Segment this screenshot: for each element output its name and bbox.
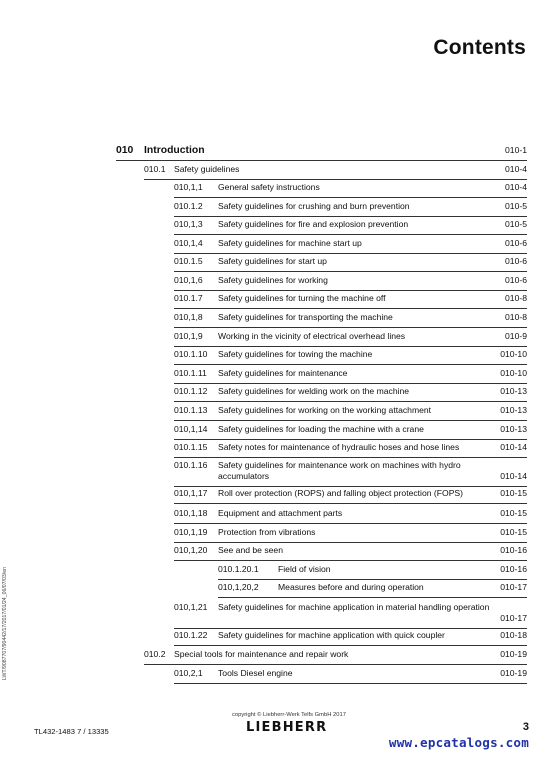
toc-entry-number: 010,1,4 <box>174 238 203 248</box>
toc-entry-number: 010,1,18 <box>174 508 208 518</box>
toc-entry-title: Safety guidelines for crushing and burn prevention <box>218 201 410 211</box>
toc-entry <box>0 145 554 156</box>
toc-entry-number: 010,1,19 <box>174 527 208 537</box>
toc-entry-page: 010-18 <box>500 630 527 640</box>
toc-entry-title: Tools Diesel engine <box>218 668 293 678</box>
toc-entry-page: 010-15 <box>500 488 527 498</box>
toc-entry-rule <box>174 401 527 402</box>
toc-entry <box>0 349 554 360</box>
toc-entry-number: 010.1.11 <box>174 368 207 378</box>
toc-entry-rule <box>174 486 527 487</box>
toc-entry-page: 010-14 <box>500 471 527 481</box>
toc-entry <box>0 630 554 641</box>
toc-entry-rule <box>174 383 527 384</box>
toc-entry <box>0 201 554 212</box>
toc-entry-page: 010-9 <box>505 331 527 341</box>
toc-entry-number: 010.1.7 <box>174 293 203 303</box>
toc-entry-page: 010-8 <box>505 293 527 303</box>
toc-entry <box>0 488 554 499</box>
toc-entry <box>0 649 554 660</box>
toc-entry-page: 010-13 <box>500 386 527 396</box>
toc-entry <box>0 602 554 624</box>
toc-entry <box>0 238 554 249</box>
toc-entry-page: 010-10 <box>500 368 527 378</box>
toc-entry-number: 010.2 <box>144 649 166 659</box>
toc-entry-rule <box>174 216 527 217</box>
toc-entry-rule <box>218 597 527 598</box>
toc-entry <box>0 293 554 304</box>
toc-entry-number: 010,2,1 <box>174 668 203 678</box>
toc-entry-rule <box>174 234 527 235</box>
toc-entry-page: 010-10 <box>500 349 527 359</box>
liebherr-logo: LIEBHERR <box>246 720 328 735</box>
toc-entry-title: Safety guidelines <box>174 164 240 174</box>
toc-entry-title: Safety guidelines for welding work on the machine <box>218 386 410 396</box>
toc-entry-title: Measures before and during operation <box>278 582 424 592</box>
toc-entry <box>0 386 554 397</box>
toc-entry-rule <box>174 683 527 684</box>
toc-entry-title: General safety instructions <box>218 182 320 192</box>
toc-entry-rule <box>174 327 527 328</box>
toc-entry-rule <box>174 542 527 543</box>
toc-entry-title: Equipment and attachment parts <box>218 508 343 518</box>
toc-entry-title: Safety guidelines for turning the machine off <box>218 293 386 303</box>
toc-entry-title: Safety guidelines for transporting the machine <box>218 312 393 322</box>
toc-entry-page: 010-17 <box>500 613 527 623</box>
toc-entry-rule <box>174 523 527 524</box>
toc-entry <box>0 275 554 286</box>
toc-entry <box>0 508 554 519</box>
toc-entry <box>0 219 554 230</box>
toc-entry-rule <box>174 645 527 646</box>
toc-entry <box>0 182 554 193</box>
toc-entry-page: 010-19 <box>500 649 527 659</box>
toc-entry-page: 010-1 <box>505 145 527 155</box>
toc-entry-title: Introduction <box>144 145 205 156</box>
toc-entry-number: 010,1,6 <box>174 275 203 285</box>
toc-entry-title: Safety guidelines for working on the working attachment <box>218 405 432 415</box>
toc-entry-rule <box>116 160 527 161</box>
toc-entry-title: Safety guidelines for maintenance work on machines with hydro accumulators <box>218 460 461 481</box>
toc-entry <box>0 564 554 575</box>
toc-entry-title: Safety guidelines for machine application in material handling operation <box>218 602 490 612</box>
toc-entry-title: Safety guidelines for fire and explosion prevention <box>218 219 409 229</box>
toc-entry-title: Safety guidelines for maintenance <box>218 368 348 378</box>
toc-entry-number: 010,1,8 <box>174 312 203 322</box>
toc-entry-page: 010-5 <box>505 201 527 211</box>
toc-entry-title: Roll over protection (ROPS) and falling object protection (FOPS) <box>218 488 464 498</box>
toc-entry-title: Working in the vicinity of electrical overhead lines <box>218 331 406 341</box>
toc-entry-title: Safety guidelines for machine application with quick coupler <box>218 630 445 640</box>
toc-entry-number: 010,1,20 <box>174 545 208 555</box>
toc-entry-rule <box>174 253 527 254</box>
toc-entry-number: 010.1.13 <box>174 405 208 415</box>
toc-entry-number: 010.1.5 <box>174 256 203 266</box>
toc-entry-rule <box>174 271 527 272</box>
toc-entry-page: 010-16 <box>500 545 527 555</box>
toc-entry-rule <box>218 579 527 580</box>
copyright-notice: copyright © Liebherr-Werk Telfs GmbH 2017 <box>232 712 346 718</box>
toc-entry-rule <box>174 628 527 629</box>
toc-entry-number: 010,1,9 <box>174 331 203 341</box>
toc-entry-title: Field of vision <box>278 564 331 574</box>
toc-entry <box>0 405 554 416</box>
toc-entry-page: 010-6 <box>505 256 527 266</box>
toc-entry-page: 010-6 <box>505 275 527 285</box>
toc-entry-page: 010-14 <box>500 442 527 452</box>
toc-entry-title: Safety guidelines for loading the machine with a crane <box>218 424 424 434</box>
toc-entry-rule <box>174 439 527 440</box>
toc-entry <box>0 545 554 556</box>
toc-entry-number: 010,1,21 <box>174 602 208 612</box>
toc-entry-title: Special tools for maintenance and repair work <box>174 649 349 659</box>
toc-entry <box>0 442 554 453</box>
watermark: www.epcatalogs.com <box>388 735 529 750</box>
page-number: 3 <box>522 721 529 733</box>
toc-entry-page: 010-13 <box>500 405 527 415</box>
toc-entry-number: 010.1.22 <box>174 630 208 640</box>
toc-entry-number: 010.1.2 <box>174 201 203 211</box>
toc-entry-page: 010-5 <box>505 219 527 229</box>
toc-entry-page: 010-15 <box>500 527 527 537</box>
toc-entry-rule <box>174 197 527 198</box>
toc-entry-rule <box>144 664 527 665</box>
toc-entry <box>0 460 554 482</box>
toc-entry-rule <box>174 560 527 561</box>
toc-entry-rule <box>174 420 527 421</box>
toc-entry-title: Protection from vibrations <box>218 527 316 537</box>
toc-entry <box>0 312 554 323</box>
toc-entry <box>0 256 554 267</box>
toc-entry-number: 010.1 <box>144 164 166 174</box>
toc-entry-rule <box>174 346 527 347</box>
toc-entry-rule <box>144 179 527 180</box>
toc-entry <box>0 368 554 379</box>
toc-entry-number: 010,1,17 <box>174 488 208 498</box>
side-document-code: LWT/9087707/90442/17/2017/01/24_06/07/03/en <box>2 567 8 680</box>
toc-entry-page: 010-4 <box>505 164 527 174</box>
toc-entry-page: 010-15 <box>500 508 527 518</box>
toc-entry <box>0 164 554 175</box>
toc-entry-number: 010.1.20.1 <box>218 564 259 574</box>
toc-entry-page: 010-19 <box>500 668 527 678</box>
toc-entry-title: Safety guidelines for towing the machine <box>218 349 373 359</box>
toc-entry-page: 010-6 <box>505 238 527 248</box>
toc-entry-number: 010,1,3 <box>174 219 203 229</box>
toc-entry-number: 010,1,14 <box>174 424 208 434</box>
toc-entry-number: 010.1.15 <box>174 442 208 452</box>
toc-entry-page: 010-17 <box>500 582 527 592</box>
toc-entry <box>0 527 554 538</box>
toc-entry-page: 010-4 <box>505 182 527 192</box>
toc-entry-title: See and be seen <box>218 545 283 555</box>
toc-entry-title: Safety guidelines for machine start up <box>218 238 362 248</box>
toc-entry-page: 010-16 <box>500 564 527 574</box>
toc-entry-rule <box>174 364 527 365</box>
toc-entry-page: 010-13 <box>500 424 527 434</box>
toc-entry-number: 010,1,1 <box>174 182 203 192</box>
toc-entry-rule <box>174 503 527 504</box>
toc-entry-page: 010-8 <box>505 312 527 322</box>
toc-entry-number: 010.1.12 <box>174 386 208 396</box>
toc-entry <box>0 668 554 679</box>
toc-entry-number: 010.1.10 <box>174 349 208 359</box>
toc-entry <box>0 331 554 342</box>
toc-entry-rule <box>174 308 527 309</box>
page-title: Contents <box>433 36 526 59</box>
toc-entry-rule <box>174 290 527 291</box>
toc-entry-number: 010 <box>116 145 134 156</box>
toc-entry-number: 010,1,20,2 <box>218 582 259 592</box>
toc-entry <box>0 582 554 593</box>
toc-entry-number: 010.1.16 <box>174 460 208 470</box>
toc-entry-rule <box>174 457 527 458</box>
toc-entry-title: Safety notes for maintenance of hydraulic hoses and hose lines <box>218 442 460 452</box>
toc-entry-title: Safety guidelines for working <box>218 275 328 285</box>
toc-entry-title: Safety guidelines for start up <box>218 256 327 266</box>
document-number: TL432-1483 7 / 13335 <box>34 727 109 736</box>
toc-entry <box>0 424 554 435</box>
